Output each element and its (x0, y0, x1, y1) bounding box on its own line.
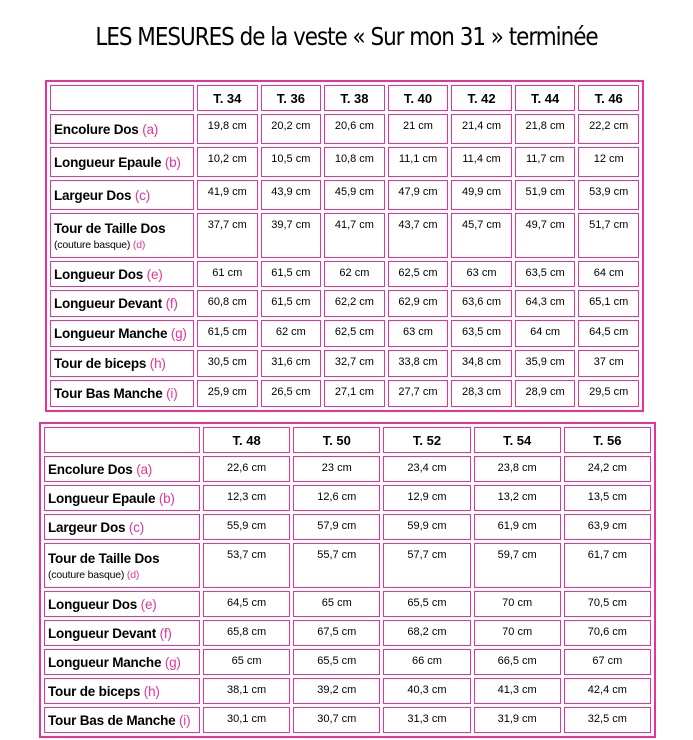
measurement-label (50, 320, 194, 347)
measurement-value: 62,5 cm (324, 320, 385, 347)
measurement-value: 24,2 cm (564, 456, 651, 482)
measurement-code: (b) (164, 154, 181, 170)
measurement-value: 12,3 cm (203, 485, 290, 511)
measurement-code: (g) (164, 654, 181, 670)
measurement-value: 65,8 cm (203, 620, 290, 646)
measurement-value: 40,3 cm (383, 678, 470, 704)
measurement-value: 67 cm (564, 649, 651, 675)
measurement-value: 64,5 cm (203, 591, 290, 617)
measurement-value: 53,7 cm (203, 543, 290, 588)
measurement-value: 70 cm (474, 591, 561, 617)
measurement-value: 66 cm (383, 649, 470, 675)
measurement-value: 51,7 cm (578, 213, 639, 258)
size-header-row (44, 427, 651, 453)
size-header: T. 54 (474, 427, 561, 453)
measurement-value: 59,7 cm (474, 543, 561, 588)
measurement-value: 19,8 cm (197, 114, 258, 144)
size-header: T. 40 (388, 85, 449, 111)
measurement-value: 61,5 cm (261, 290, 322, 317)
measurement-code: (h) (143, 683, 160, 699)
measurement-code: (f) (159, 625, 172, 641)
measurement-value: 61,5 cm (261, 261, 322, 287)
measurement-value: 70,5 cm (564, 591, 651, 617)
measurement-value: 41,3 cm (474, 678, 561, 704)
measurement-label (44, 649, 200, 675)
measurement-value: 61,9 cm (474, 514, 561, 540)
measurement-value: 70 cm (474, 620, 561, 646)
measurement-label (44, 514, 200, 540)
measurement-value: 63,5 cm (515, 261, 576, 287)
measurement-label (44, 485, 200, 511)
measurement-value: 51,9 cm (515, 180, 576, 210)
measurement-value: 64 cm (578, 261, 639, 287)
measurement-value: 31,9 cm (474, 707, 561, 733)
measurement-value: 67,5 cm (293, 620, 380, 646)
measurement-value: 55,9 cm (203, 514, 290, 540)
measurement-sub-text: (couture basque) (48, 568, 125, 581)
measurement-label (44, 707, 200, 733)
measurement-value: 29,5 cm (578, 380, 639, 407)
measurement-value: 59,9 cm (383, 514, 470, 540)
measurement-code: (h) (149, 356, 166, 371)
table-row (44, 649, 651, 675)
measurement-value: 22,6 cm (203, 456, 290, 482)
measurement-value: 10,2 cm (197, 147, 258, 177)
measurement-value: 49,9 cm (451, 180, 512, 210)
measurement-value: 62 cm (261, 320, 322, 347)
table-row (50, 380, 639, 407)
measurement-value: 61 cm (197, 261, 258, 287)
measurement-value: 23 cm (293, 456, 380, 482)
measurement-name: Longueur Devant (54, 296, 163, 311)
header-corner-cell (50, 85, 194, 111)
measurement-code: (e) (146, 266, 163, 282)
table-row (50, 147, 639, 177)
measurement-value: 20,6 cm (324, 114, 385, 144)
measurement-name: Tour Bas de Manche (48, 712, 176, 728)
measurement-name: Longueur Epaule (48, 490, 156, 506)
measurement-value: 34,8 cm (451, 350, 512, 377)
measurement-value: 61,7 cm (564, 543, 651, 588)
measurement-name: Encolure Dos (48, 461, 133, 477)
measurement-value: 45,9 cm (324, 180, 385, 210)
measurements-table-small-sizes (45, 80, 644, 412)
measurements-table-large-sizes (39, 422, 656, 738)
measurement-code: (i) (166, 386, 178, 401)
measurement-value: 10,5 cm (261, 147, 322, 177)
page-title: LES MESURES de la veste « Sur mon 31 » terminée (95, 22, 598, 51)
measurement-name: Encolure Dos (54, 121, 139, 137)
measurement-name: Tour de Taille Dos (54, 220, 166, 236)
measurement-code: (f) (165, 296, 178, 311)
size-header: T. 42 (451, 85, 512, 111)
measurement-value: 63 cm (451, 261, 512, 287)
size-header: T. 44 (515, 85, 576, 111)
measurement-value: 25,9 cm (197, 380, 258, 407)
measurement-label (44, 591, 200, 617)
measurement-label (50, 147, 194, 177)
table-row (50, 261, 639, 287)
measurement-name: Longueur Manche (48, 654, 162, 670)
measurement-label (44, 543, 200, 588)
measurement-code: (i) (179, 712, 191, 728)
measurement-code: (a) (136, 461, 153, 477)
measurement-value: 21,8 cm (515, 114, 576, 144)
measurement-value: 64,5 cm (578, 320, 639, 347)
measurement-value: 13,5 cm (564, 485, 651, 511)
measurement-label (50, 350, 194, 377)
measurement-name: Tour de biceps (48, 683, 141, 699)
measurement-code: (g) (170, 326, 187, 341)
measurement-code: (c) (128, 519, 145, 535)
measurement-value: 63,9 cm (564, 514, 651, 540)
measurement-code: (d) (126, 568, 140, 581)
measurement-value: 20,2 cm (261, 114, 322, 144)
measurement-name: Largeur Dos (48, 519, 126, 535)
measurement-value: 65,5 cm (383, 591, 470, 617)
measurement-value: 13,2 cm (474, 485, 561, 511)
measurement-label (44, 456, 200, 482)
measurement-label (44, 678, 200, 704)
measurement-value: 62,5 cm (388, 261, 449, 287)
measurement-value: 30,7 cm (293, 707, 380, 733)
measurement-value: 23,4 cm (383, 456, 470, 482)
measurement-value: 33,8 cm (388, 350, 449, 377)
measurement-value: 27,1 cm (324, 380, 385, 407)
measurement-value: 62,9 cm (388, 290, 449, 317)
measurement-value: 27,7 cm (388, 380, 449, 407)
measurement-code: (a) (142, 121, 159, 137)
measurement-label (50, 213, 194, 258)
measurement-value: 30,5 cm (197, 350, 258, 377)
measurement-value: 31,3 cm (383, 707, 470, 733)
measurement-value: 65,1 cm (578, 290, 639, 317)
measurement-sub (48, 569, 199, 581)
table-row (44, 485, 651, 511)
measurement-value: 37 cm (578, 350, 639, 377)
measurement-label (50, 180, 194, 210)
measurement-value: 42,4 cm (564, 678, 651, 704)
measurement-label (50, 261, 194, 287)
measurement-value: 37,7 cm (197, 213, 258, 258)
measurement-code: (e) (140, 596, 157, 612)
measurement-value: 10,8 cm (324, 147, 385, 177)
measurement-value: 38,1 cm (203, 678, 290, 704)
measurement-value: 70,6 cm (564, 620, 651, 646)
measurement-value: 63 cm (388, 320, 449, 347)
measurement-value: 49,7 cm (515, 213, 576, 258)
table-row (50, 290, 639, 317)
measurement-value: 45,7 cm (451, 213, 512, 258)
measurement-sub-text: (couture basque) (54, 238, 131, 251)
measurement-value: 65 cm (203, 649, 290, 675)
measurement-value: 57,9 cm (293, 514, 380, 540)
measurement-value: 57,7 cm (383, 543, 470, 588)
measurement-name: Longueur Manche (54, 326, 168, 341)
measurement-code: (b) (158, 490, 175, 506)
measurement-value: 43,9 cm (261, 180, 322, 210)
table-row (50, 213, 639, 258)
measurement-sub (54, 239, 193, 251)
measurement-value: 43,7 cm (388, 213, 449, 258)
measurement-value: 60,8 cm (197, 290, 258, 317)
table-row (44, 620, 651, 646)
measurement-value: 41,7 cm (324, 213, 385, 258)
measurement-value: 23,8 cm (474, 456, 561, 482)
measurement-value: 32,5 cm (564, 707, 651, 733)
measurement-label (50, 380, 194, 407)
size-header: T. 36 (261, 85, 322, 111)
measurement-value: 28,9 cm (515, 380, 576, 407)
measurement-value: 68,2 cm (383, 620, 470, 646)
measurement-value: 39,7 cm (261, 213, 322, 258)
measurement-name: Longueur Dos (54, 266, 144, 282)
measurement-value: 39,2 cm (293, 678, 380, 704)
table-row (50, 180, 639, 210)
measurement-value: 35,9 cm (515, 350, 576, 377)
measurement-label (50, 114, 194, 144)
measurement-value: 53,9 cm (578, 180, 639, 210)
measurement-value: 31,6 cm (261, 350, 322, 377)
measurement-value: 26,5 cm (261, 380, 322, 407)
table-row (50, 114, 639, 144)
measurement-value: 32,7 cm (324, 350, 385, 377)
measurement-name: Tour de biceps (54, 356, 147, 371)
measurement-name: Tour Bas Manche (54, 386, 163, 401)
measurement-value: 11,4 cm (451, 147, 512, 177)
measurement-label (50, 290, 194, 317)
size-header: T. 38 (324, 85, 385, 111)
measurement-value: 12 cm (578, 147, 639, 177)
size-header: T. 48 (203, 427, 290, 453)
header-corner-cell (44, 427, 200, 453)
measurement-code: (c) (134, 187, 151, 203)
table-row (44, 543, 651, 588)
measurement-code: (d) (132, 238, 146, 251)
measurement-value: 22,2 cm (578, 114, 639, 144)
measurement-value: 66,5 cm (474, 649, 561, 675)
table-row (44, 707, 651, 733)
measurement-value: 12,9 cm (383, 485, 470, 511)
size-header: T. 46 (578, 85, 639, 111)
measurement-label (44, 620, 200, 646)
measurement-name: Longueur Dos (48, 596, 138, 612)
measurement-value: 65,5 cm (293, 649, 380, 675)
measurement-value: 41,9 cm (197, 180, 258, 210)
size-header: T. 52 (383, 427, 470, 453)
size-header-row (50, 85, 639, 111)
measurement-name: Longueur Devant (48, 625, 157, 641)
measurement-value: 55,7 cm (293, 543, 380, 588)
size-header: T. 34 (197, 85, 258, 111)
size-header: T. 50 (293, 427, 380, 453)
measurement-value: 64 cm (515, 320, 576, 347)
measurement-name: Tour de Taille Dos (48, 550, 160, 566)
measurement-value: 11,1 cm (388, 147, 449, 177)
measurement-value: 62,2 cm (324, 290, 385, 317)
table-row (44, 678, 651, 704)
table-row (44, 591, 651, 617)
table-row (50, 320, 639, 347)
measurement-value: 62 cm (324, 261, 385, 287)
measurement-value: 64,3 cm (515, 290, 576, 317)
measurement-value: 47,9 cm (388, 180, 449, 210)
measurement-name: Largeur Dos (54, 187, 132, 203)
table-row (50, 350, 639, 377)
size-header: T. 56 (564, 427, 651, 453)
measurement-value: 30,1 cm (203, 707, 290, 733)
measurement-value: 12,6 cm (293, 485, 380, 511)
measurement-value: 28,3 cm (451, 380, 512, 407)
table-row (44, 456, 651, 482)
measurement-value: 21 cm (388, 114, 449, 144)
measurement-value: 63,5 cm (451, 320, 512, 347)
table-row (44, 514, 651, 540)
measurement-value: 65 cm (293, 591, 380, 617)
measurement-value: 21,4 cm (451, 114, 512, 144)
measurement-value: 63,6 cm (451, 290, 512, 317)
measurement-value: 61,5 cm (197, 320, 258, 347)
measurement-value: 11,7 cm (515, 147, 576, 177)
measurement-name: Longueur Epaule (54, 154, 162, 170)
